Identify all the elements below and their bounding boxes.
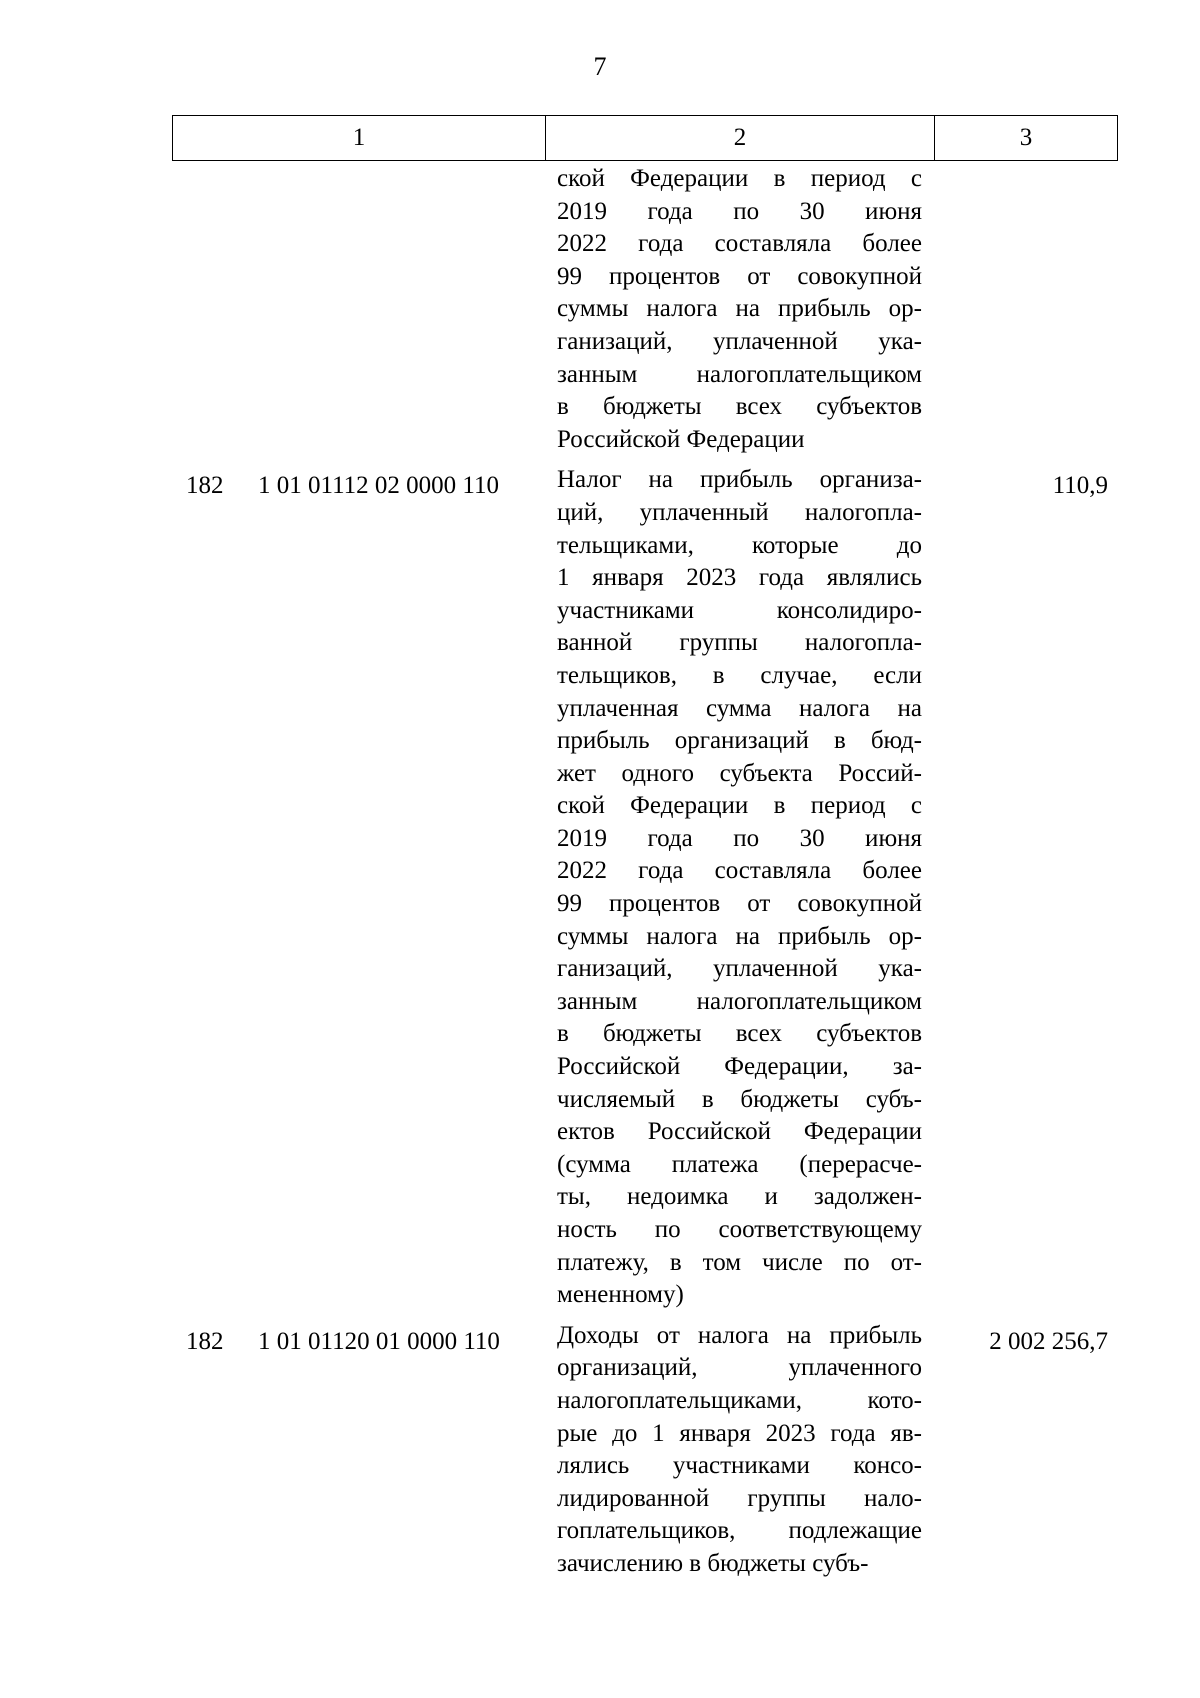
description-line: ганизаций, уплаченной ука-: [557, 955, 922, 983]
description-line: ганизаций, уплаченной ука-: [557, 327, 922, 355]
description-line: Доходы от налога на прибыль: [557, 1321, 922, 1349]
description-line: числяемый в бюджеты субъ-: [557, 1085, 922, 1113]
description-line: прибыль организаций в бюд-: [557, 727, 922, 755]
description-line: лидированной группы нало-: [557, 1484, 922, 1512]
description-line: 1 января 2023 года являлись: [557, 564, 922, 592]
description-line: 2022 года составляла более: [557, 230, 922, 258]
table-header: [172, 115, 1118, 161]
description-line: суммы налога на прибыль ор-: [557, 922, 922, 950]
description-line: Российской Федерации, за-: [557, 1053, 922, 1081]
description-line: занным налогоплательщиком: [557, 360, 922, 388]
description-line: Российской Федерации: [557, 425, 805, 453]
description-line: ность по соответствующему: [557, 1216, 922, 1243]
column-header-1: 1: [173, 116, 546, 160]
page-number: 7: [593, 52, 607, 81]
description-line: в бюджеты всех субъектов: [557, 393, 922, 421]
table-row: [0, 161, 1200, 462]
description-line: организаций, уплаченного: [557, 1354, 922, 1382]
description-line: тельщиков, в случае, если: [557, 661, 922, 689]
description-line: Налог на прибыль организа-: [557, 466, 922, 494]
description-line: ций, уплаченный налогопла-: [557, 498, 922, 526]
description-line: 2022 года составляла более: [557, 857, 922, 885]
description: [557, 1318, 922, 1587]
description-line: ской Федерации в период с: [557, 792, 922, 820]
column-header-3: 3: [1019, 124, 1033, 151]
description-line: в бюджеты всех субъектов: [557, 1020, 922, 1048]
description-line: 99 процентов от совокупной: [557, 262, 922, 290]
description-line: занным налогоплательщиком: [557, 987, 922, 1015]
budget-classification-code: 1 01 01120 01 0000 110: [258, 1327, 500, 1355]
column-header-2: 2: [546, 116, 935, 160]
amount: 2 002 256,7: [989, 1327, 1108, 1355]
description-line: лялись участниками консо-: [557, 1452, 922, 1480]
table-row: [0, 1318, 1200, 1587]
table-body: [0, 161, 1200, 1587]
description-line: (сумма платежа (перерасче-: [557, 1150, 922, 1178]
description-line: 2019 года по 30 июня: [557, 824, 922, 852]
agency-code: 182: [186, 1327, 224, 1355]
description-line: 2019 года по 30 июня: [557, 197, 922, 225]
description-line: 99 процентов от совокупной: [557, 890, 922, 918]
description-line: ской Федерации в период с: [557, 165, 922, 192]
description-line: ванной группы налогопла-: [557, 629, 922, 657]
description-line: платежу, в том числе по от-: [557, 1248, 922, 1276]
description-line: суммы налога на прибыль ор-: [557, 295, 922, 323]
description-line: жет одного субъекта Россий-: [557, 759, 922, 787]
description-line: участниками консолидиро-: [557, 596, 922, 624]
description-line: мененному): [557, 1281, 684, 1309]
description-line: ты, недоимка и задолжен-: [557, 1183, 922, 1211]
description: [557, 161, 922, 462]
description-line: ектов Российской Федерации: [557, 1118, 922, 1146]
description-line: рые до 1 января 2023 года яв-: [557, 1419, 922, 1447]
description-line: гоплательщиков, подлежащие: [557, 1517, 922, 1545]
description-line: зачислению в бюджеты субъ-: [557, 1549, 869, 1577]
description-line: уплаченная сумма налога на: [557, 694, 922, 722]
description-line: налогоплательщиками, кото-: [557, 1386, 922, 1414]
table-row: [0, 462, 1200, 1317]
budget-classification-code: 1 01 01112 02 0000 110: [258, 472, 499, 500]
description-line: тельщиками, которые до: [557, 531, 922, 559]
agency-code: 182: [186, 472, 224, 500]
amount: 110,9: [1052, 472, 1108, 500]
description: [557, 462, 922, 1317]
